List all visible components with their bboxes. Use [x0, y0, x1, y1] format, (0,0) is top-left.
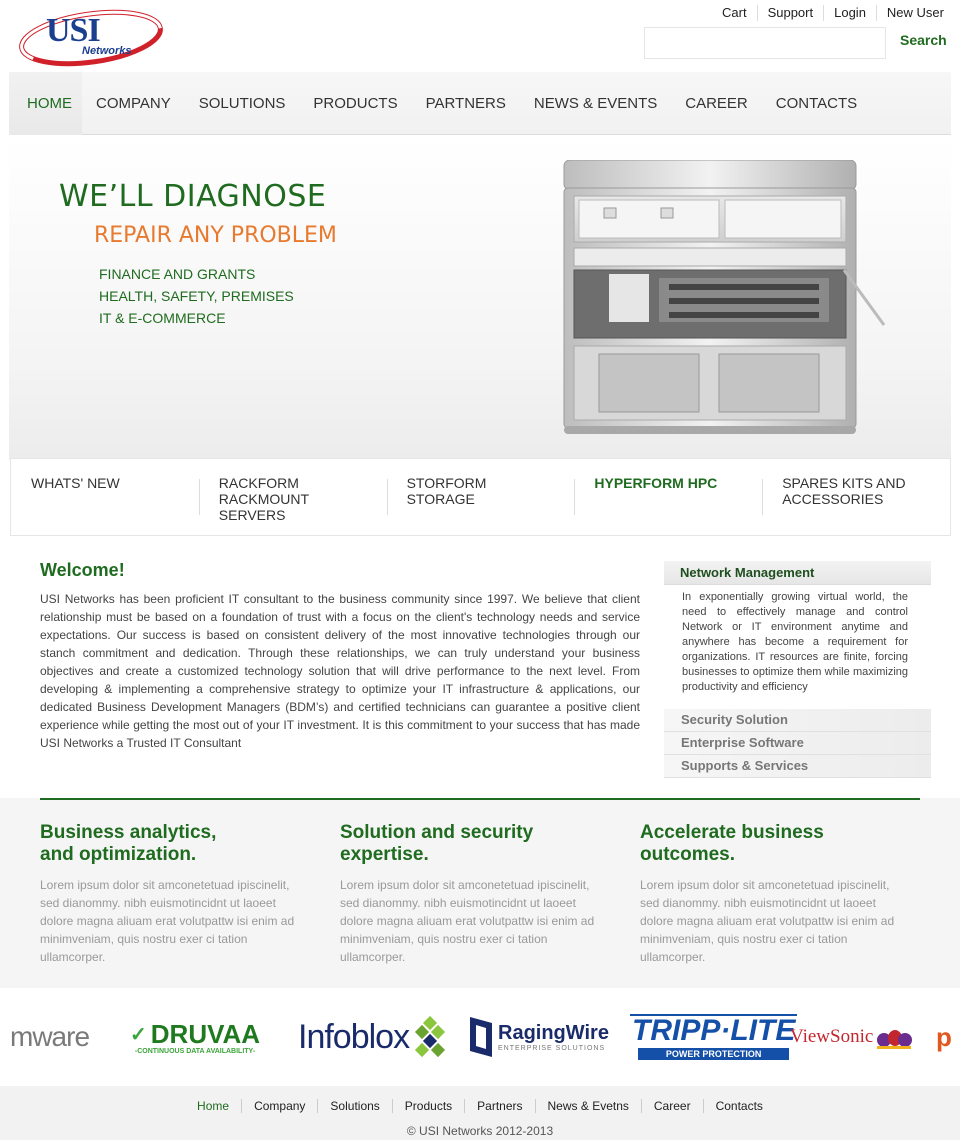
nav-solutions[interactable]: SOLUTIONS — [198, 95, 286, 112]
feature-solution-security — [340, 822, 610, 966]
support-link[interactable]: Support — [757, 5, 824, 21]
druvaa-logo-mark — [130, 1019, 260, 1050]
footer — [0, 1086, 960, 1140]
footer-link-career[interactable]: Career — [641, 1099, 703, 1113]
hero-title: WE’LL DIAGNOSE — [59, 179, 327, 214]
ragingwire-logo-text: RagingWire — [498, 1022, 609, 1044]
nav-contacts[interactable]: CONTACTS — [775, 95, 858, 112]
hero-list-item: HEALTH, SAFETY, PREMISES — [99, 288, 294, 304]
hero-list-item: IT & E-COMMERCE — [99, 310, 226, 326]
footer-link-news-events[interactable]: News & Evetns — [535, 1099, 641, 1113]
search-button[interactable]: Search — [900, 32, 947, 48]
tab-label: STORAGE — [406, 491, 475, 507]
tripp-lite-tagline: POWER PROTECTION — [638, 1048, 790, 1060]
feature-text: Lorem ipsum dolor sit amconetetuad ipiscinelit, sed dianommy. nibh euismotincidnt ut laoeet dolore magna aliuam erat volutpattw isi enim ad minimveniam, quis nostru exer ci tation ullamcorper. — [640, 878, 895, 964]
hero-list — [99, 263, 294, 329]
hero-banner — [9, 135, 951, 460]
tab-label: RACKFORM — [218, 475, 299, 491]
viewsonic-birds-icon — [875, 1024, 913, 1050]
ragingwire-shield-icon — [468, 1015, 494, 1059]
footer-link-products[interactable]: Products — [392, 1099, 464, 1113]
druvaa-logo-text: DRUVAA — [150, 1019, 261, 1049]
copyright: © USI Networks 2012-2013 — [406, 1124, 554, 1138]
sidebar-item-enterprise-software[interactable]: Enterprise Software — [664, 732, 931, 755]
tab-label: RACKMOUNT — [218, 491, 310, 507]
feature-title-line: Accelerate business — [640, 822, 824, 843]
druvaa-leaf-icon: ✓ — [130, 1024, 147, 1046]
feature-title — [40, 822, 310, 866]
tab-label: WHATS' NEW — [31, 475, 120, 491]
feature-title-line: expertise. — [340, 844, 429, 865]
footer-link-company[interactable]: Company — [241, 1099, 317, 1113]
tab-spares-kits[interactable] — [762, 459, 950, 535]
feature-title-line: Business analytics, — [40, 822, 217, 843]
tab-label: SPARES KITS AND — [782, 475, 906, 491]
ragingwire-logo[interactable] — [468, 988, 609, 1086]
product-tabs — [10, 458, 951, 536]
nav-products[interactable]: PRODUCTS — [313, 95, 398, 112]
feature-business-analytics — [40, 822, 310, 966]
welcome-text: USI Networks has been proficient IT consultant to the business community since 1997. We believe that client relationship must be based on a foundation of trust with a focus on the client's technology needs and service expectations. Our success is based on consistent delivery of the most innovative technologies through our stanch commitment and dedication. Through these relationships, we can truly understand your business objectives and create a customized technology solution that will drive performance to the next level. From developing & implementing a comprehensive strategy to optimize your IT infrastructure & applications, our dedicated Business Development Managers (BDM’s) and certified technicians can guarantee a positive client experience while getting the most out of your IT investment. It is this commitment to your success that has made USI Networks a Trusted IT Consultant — [40, 592, 640, 750]
nav-home[interactable]: HOME — [9, 72, 82, 135]
feature-title-line: and optimization. — [40, 844, 197, 865]
sidebar-accordion — [664, 709, 931, 778]
nav-career[interactable]: CAREER — [685, 95, 748, 112]
druvaa-tagline: -CONTINUOUS DATA AVAILABILITY- — [134, 1048, 256, 1055]
feature-text: Lorem ipsum dolor sit amconetetuad ipiscinelit, sed dianommy. nibh euismotincidnt ut laoeet dolore magna aliuam erat volutpattw isi enim ad minimveniam, quis nostru exer ci tation ullamcorper. — [40, 878, 295, 964]
tab-hyperform-hpc[interactable] — [574, 459, 762, 535]
search-input[interactable] — [644, 27, 886, 59]
login-link[interactable]: Login — [823, 5, 876, 21]
usi-networks-logo[interactable] — [16, 4, 166, 68]
top-links — [712, 5, 944, 21]
header — [0, 0, 960, 72]
sidebar-item-security-solution[interactable]: Security Solution — [664, 709, 931, 732]
feature-title — [640, 822, 910, 866]
section-divider — [40, 798, 920, 800]
features-section — [0, 798, 960, 988]
feature-text: Lorem ipsum dolor sit amconetetuad ipiscinelit, sed dianommy. nibh euismotincidnt ut laoeet dolore magna aliuam erat volutpattw isi enim ad minimveniam, quis nostru exer ci tation ullamcorper. — [340, 878, 595, 964]
viewsonic-logo[interactable] — [790, 988, 913, 1086]
sidebar-description: In exponentially growing virtual world, the need to effectively manage and control Network or IT environment anytime and anywhere has become a requirement for organizations. IT resources are finite, forcing businesses to optimize them while maximizing productivity and efficiency — [682, 591, 908, 693]
cart-link[interactable]: Cart — [722, 5, 747, 20]
logo-subtext: Networks — [82, 45, 132, 57]
ragingwire-wordmark — [498, 1022, 609, 1052]
sidebar-item-network-management[interactable]: Network Management — [664, 561, 931, 585]
feature-title — [340, 822, 610, 866]
feature-title-line: outcomes. — [640, 844, 736, 865]
hero-subtitle: REPAIR ANY PROBLEM — [94, 223, 337, 248]
partner-logo-partial[interactable] — [936, 988, 952, 1086]
tab-rackform[interactable] — [199, 459, 387, 535]
logo-text: USI — [46, 12, 100, 49]
vmware-logo-text: mware — [10, 1021, 90, 1052]
infoblox-logo-text: Infoblox — [298, 1017, 410, 1056]
infoblox-logo[interactable] — [298, 988, 451, 1086]
new-user-link[interactable]: New User — [876, 5, 944, 21]
tab-storform[interactable] — [387, 459, 575, 535]
footer-links — [0, 1099, 960, 1113]
tab-label: STORFORM — [406, 475, 487, 491]
footer-link-solutions[interactable]: Solutions — [317, 1099, 391, 1113]
tab-label: HYPERFORM HPC — [594, 475, 718, 491]
sidebar-item-supports-services[interactable]: Supports & Services — [664, 755, 931, 778]
footer-link-contacts[interactable]: Contacts — [703, 1099, 775, 1113]
footer-link-partners[interactable]: Partners — [464, 1099, 534, 1113]
tab-label: SERVERS — [218, 507, 286, 523]
druvaa-logo[interactable] — [130, 988, 260, 1086]
tripp-lite-logo[interactable] — [630, 988, 797, 1086]
viewsonic-logo-text: ViewSonic — [790, 1026, 874, 1047]
hero-list-item: FINANCE AND GRANTS — [99, 266, 256, 282]
server-tower-image — [559, 160, 889, 440]
footer-link-home[interactable]: Home — [197, 1099, 230, 1113]
tab-label: ACCESSORIES — [782, 491, 884, 507]
partial-logo-text: p — [936, 1021, 952, 1052]
tripp-lite-logo-text: TRIPP·LITE — [632, 1014, 796, 1047]
partner-logos — [0, 988, 960, 1086]
vmware-logo[interactable] — [10, 988, 89, 1086]
nav-company[interactable]: COMPANY — [96, 95, 171, 112]
nav-news-events[interactable]: NEWS & EVENTS — [533, 95, 658, 112]
nav-partners[interactable]: PARTNERS — [425, 95, 506, 112]
main-nav — [9, 72, 951, 135]
feature-accelerate-business — [640, 822, 910, 966]
tab-whats-new[interactable] — [11, 459, 199, 535]
feature-title-line: Solution and security — [340, 822, 534, 843]
ragingwire-tagline: ENTERPRISE SOLUTIONS — [498, 1045, 606, 1052]
welcome-title: Welcome! — [40, 560, 125, 580]
infoblox-diamond-icon — [411, 1014, 451, 1060]
